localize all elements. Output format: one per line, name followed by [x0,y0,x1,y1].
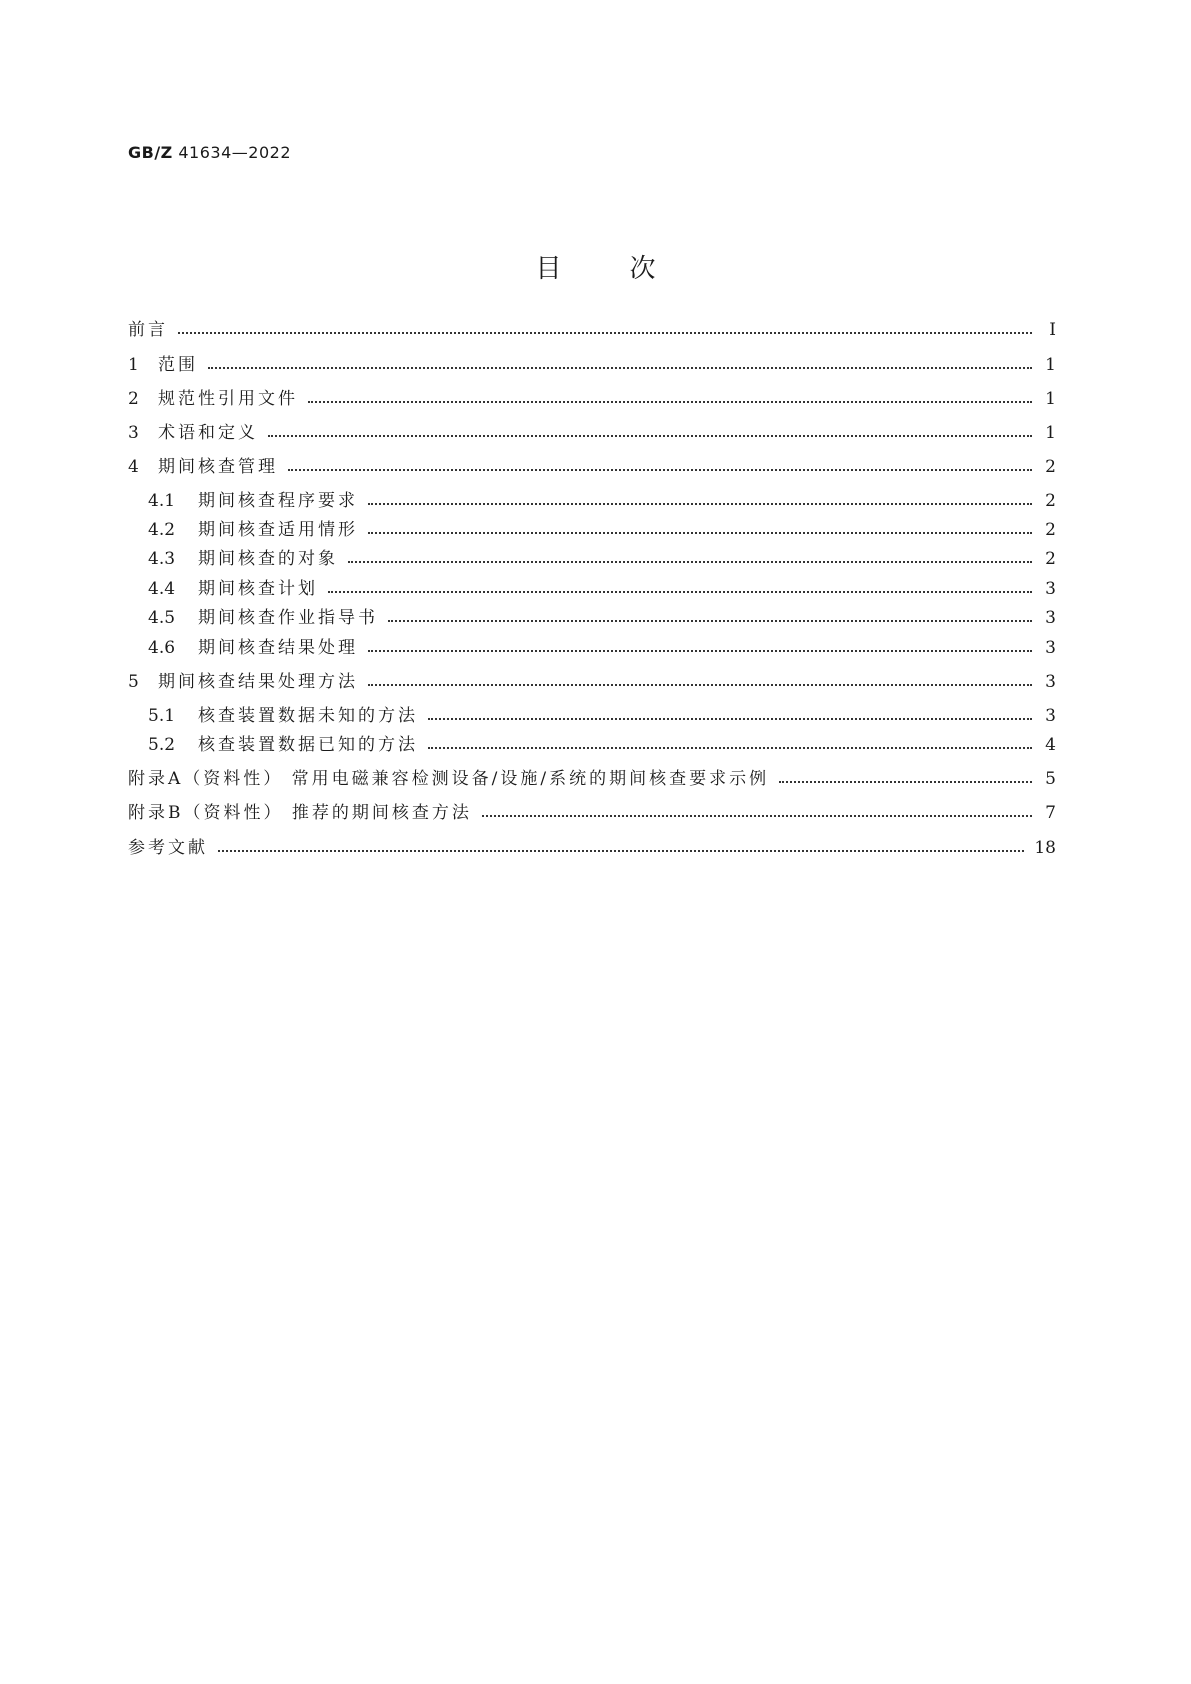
toc-dot-leader [218,835,1024,861]
toc-entry-number: 4.4 [148,579,176,599]
toc-dot-leader [208,352,1032,378]
toc-dot-leader [348,546,1032,572]
toc-dot-leader [428,732,1032,758]
toc-entry-page: 18 [1034,838,1056,858]
document-code-number: 41634—2022 [178,143,291,162]
toc-dot-leader [288,454,1032,480]
toc-entry[interactable] [128,800,1056,826]
toc-dot-leader [779,766,1032,792]
toc-dot-leader [368,669,1032,695]
toc-entry-label: 核查装置数据未知的方法 [198,706,418,726]
toc-entry-number: 4.1 [148,491,176,511]
toc-entry-number: 5.2 [148,735,176,755]
toc-dot-leader [388,605,1032,631]
toc-dot-leader [178,317,1032,343]
toc-entry-number: 5 [128,672,139,692]
toc-entry-number: 4.5 [148,608,176,628]
toc-entry-page: 1 [1045,389,1056,409]
toc-entry[interactable] [148,517,1056,543]
toc-dot-leader [328,576,1032,602]
toc-entry-page: 7 [1045,803,1056,823]
toc-entry-label: 核查装置数据已知的方法 [198,735,418,755]
toc-entry-page: 3 [1045,579,1056,599]
toc-entry[interactable] [148,635,1056,661]
toc-entry[interactable] [128,835,1056,861]
toc-dot-leader [368,488,1032,514]
toc-entry-page: 1 [1045,355,1056,375]
toc-entry-number: 2 [128,389,139,409]
toc-entry-label: 期间核查的对象 [198,549,338,569]
toc-entry-page: 4 [1045,735,1056,755]
toc-entry-label: 期间核查管理 [158,457,278,477]
toc-entry-number: 4.6 [148,638,176,658]
toc-entry-label: 前言 [128,320,168,340]
toc-entry-label: 期间核查作业指导书 [198,608,378,628]
toc-entry-number: 4.2 [148,520,176,540]
toc-entry[interactable] [148,732,1056,758]
toc-entry-number: 4.3 [148,549,176,569]
toc-entry-label: 期间核查适用情形 [198,520,358,540]
toc-entry-label: 期间核查计划 [198,579,318,599]
toc-dot-leader [368,635,1032,661]
toc-entry-page: 1 [1045,423,1056,443]
toc-entry[interactable] [148,605,1056,631]
toc-entry-page: 2 [1045,491,1056,511]
toc-entry-label: 附录A（资料性） 常用电磁兼容检测设备/设施/系统的期间核查要求示例 [128,769,770,789]
toc-entry-page: 5 [1045,769,1056,789]
toc-entry-number: 5.1 [148,706,176,726]
toc-dot-leader [308,386,1032,412]
document-code-prefix: GB/Z [128,143,173,162]
toc-entry-page: 3 [1045,608,1056,628]
toc-entry-label: 参考文献 [128,838,208,858]
toc-dot-leader [268,420,1032,446]
toc-entry[interactable] [128,669,1056,695]
toc-entry-label: 范围 [158,355,198,375]
toc-entry-label: 附录B（资料性） 推荐的期间核查方法 [128,803,472,823]
toc-entry[interactable] [148,576,1056,602]
toc-entry[interactable] [148,488,1056,514]
toc-entry-label: 规范性引用文件 [158,389,298,409]
toc-entry[interactable] [128,317,1056,343]
toc-entry[interactable] [128,386,1056,412]
toc-entry-number: 1 [128,355,139,375]
toc-entry[interactable] [128,420,1056,446]
toc-entry-page: 3 [1045,638,1056,658]
toc-dot-leader [428,703,1032,729]
toc-entry-number: 4 [128,457,139,477]
toc-entry-label: 期间核查结果处理 [198,638,358,658]
toc-entry-label: 术语和定义 [158,423,258,443]
toc-entry[interactable] [128,352,1056,378]
toc-entry-number: 3 [128,423,139,443]
document-code [128,143,291,162]
toc-dot-leader [368,517,1032,543]
toc-entry[interactable] [148,703,1056,729]
toc-entry-page: Ⅰ [1049,320,1056,340]
toc-entry[interactable] [148,546,1056,572]
toc-entry-page: 3 [1045,706,1056,726]
toc-entry-page: 2 [1045,549,1056,569]
toc-entry[interactable] [128,454,1056,480]
toc-entry-label: 期间核查结果处理方法 [158,672,358,692]
toc-dot-leader [482,800,1032,826]
toc-title: 目次 [535,254,724,284]
toc-entry-label: 期间核查程序要求 [198,491,358,511]
toc-entry[interactable] [128,766,1056,792]
toc-entry-page: 2 [1045,457,1056,477]
toc-entry-page: 2 [1045,520,1056,540]
toc-entry-page: 3 [1045,672,1056,692]
